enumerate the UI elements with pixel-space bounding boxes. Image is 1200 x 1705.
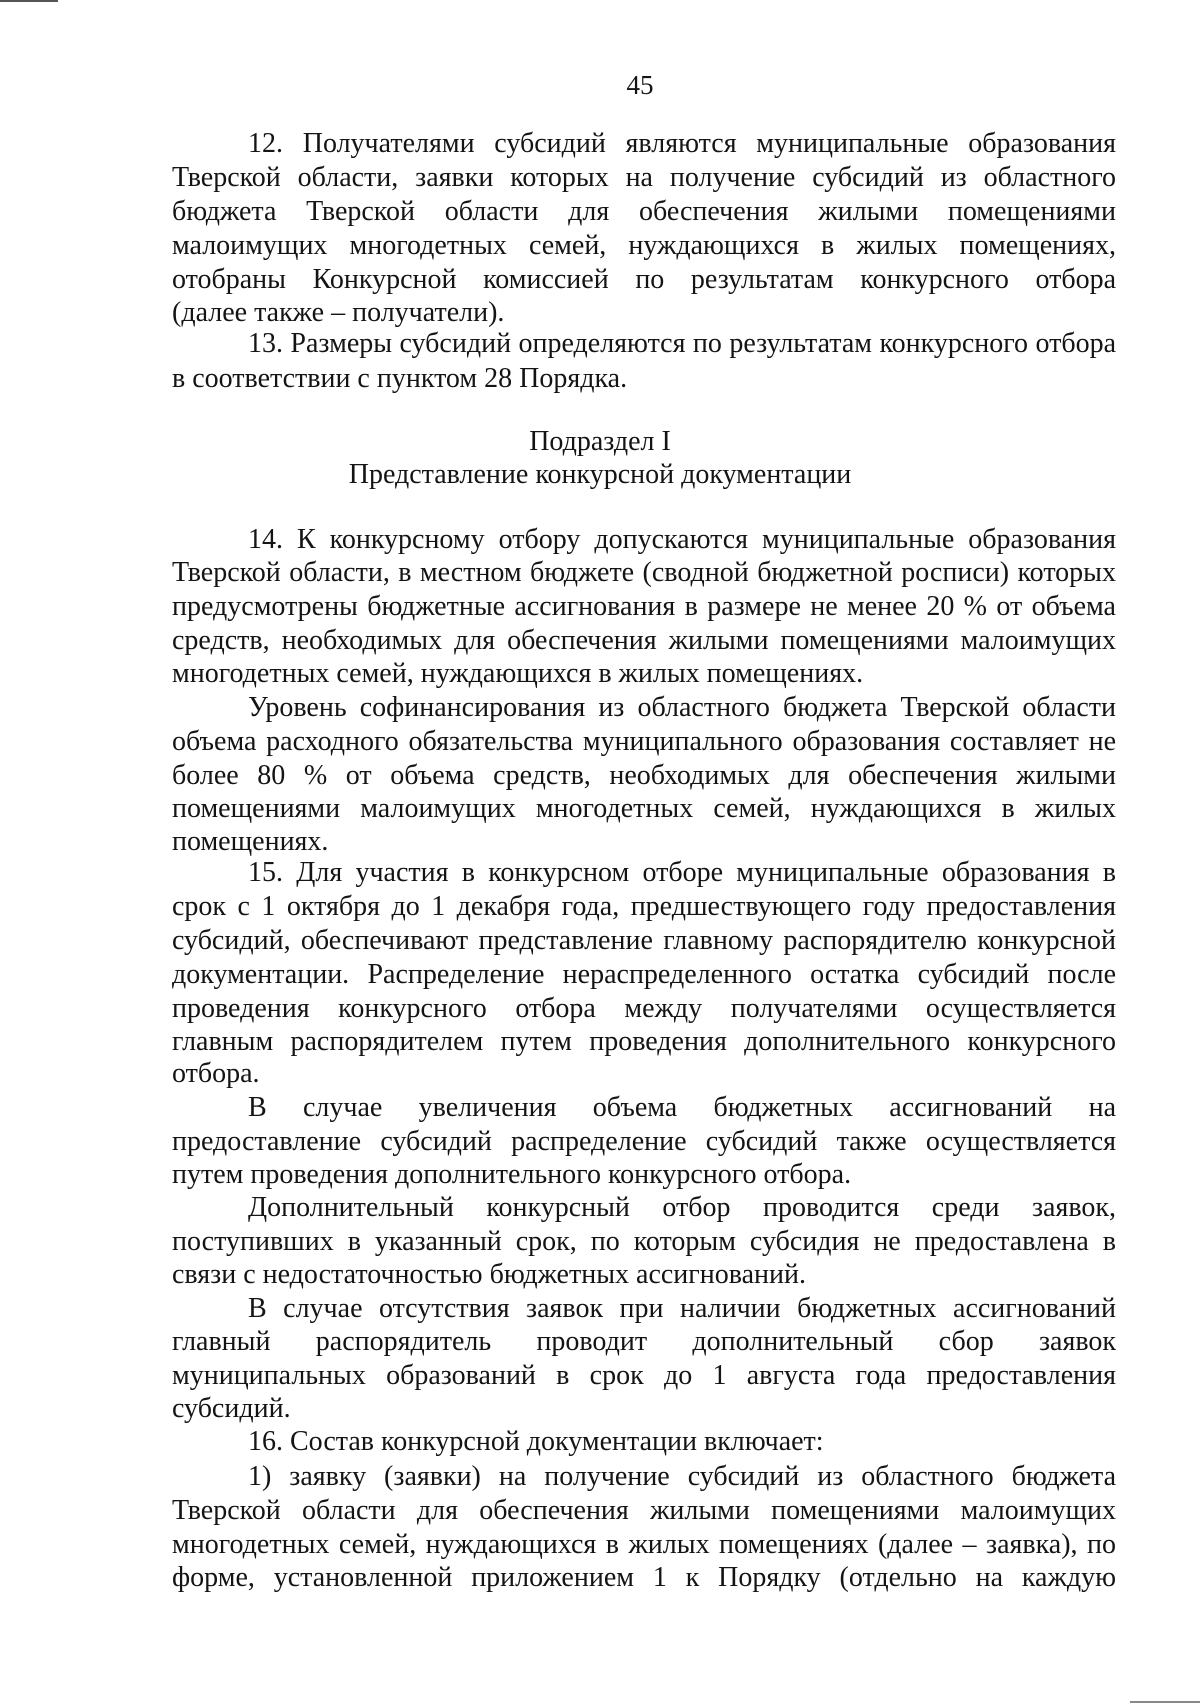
paragraph-12-line-3: бюджета Тверской области для обеспечения жилыми помещениями (172, 196, 1116, 227)
scan-edge-mark (0, 0, 58, 2)
paragraph-14b-line-1: Уровень софинансирования из областного бюджета Тверской области (248, 692, 1116, 723)
paragraph-14b-line-2: объема расходного обязательства муниципального образования составляет не (172, 726, 1116, 757)
item-16-1-line-3: многодетных семей, нуждающихся в жилых помещениях (далее – заявка), по (172, 1529, 1116, 1560)
paragraph-14-line-4: средств, необходимых для обеспечения жилыми помещениями малоимущих (172, 625, 1116, 656)
paragraph-15-line-3: субсидий, обеспечивают представление главному распорядителю конкурсной (172, 925, 1116, 956)
paragraph-15d-line-2: главный распорядитель проводит дополнительный сбор заявок (172, 1326, 1116, 1357)
paragraph-14-line-5: многодетных семей, нуждающихся в жилых помещениях. (172, 658, 864, 689)
paragraph-12-line-5: отобраны Конкурсной комиссией по результатам конкурсного отбора (172, 264, 1116, 295)
subsection-title: Представление конкурсной документации (348, 459, 852, 490)
paragraph-13-line-1: 13. Размеры субсидий определяются по результатам конкурсного отбора (248, 328, 1116, 359)
paragraph-15b-line-2: предоставление субсидий распределение субсидий также осуществляется (172, 1126, 1116, 1157)
paragraph-12-line-1: 12. Получателями субсидий являются муниципальные образования (248, 128, 1116, 159)
paragraph-15c-line-1: Дополнительный конкурсный отбор проводится среди заявок, (248, 1192, 1116, 1223)
paragraph-15-line-6: главным распорядителем путем проведения дополнительного конкурсного (172, 1026, 1116, 1057)
paragraph-14b-line-5: помещениях. (172, 826, 329, 857)
paragraph-15d-line-3: муниципальных образований в срок до 1 августа года предоставления (172, 1360, 1116, 1391)
paragraph-14-line-2: Тверской области, в местном бюджете (сводной бюджетной росписи) которых (172, 557, 1116, 588)
subsection-heading: Подраздел I (529, 426, 671, 457)
page-number: 45 (626, 70, 654, 100)
paragraph-15d-line-4: субсидий. (172, 1393, 291, 1424)
paragraph-12-line-2: Тверской области, заявки которых на получение субсидий из областного (172, 162, 1116, 193)
item-16-1-line-2: Тверской области для обеспечения жилыми помещениями малоимущих (172, 1495, 1116, 1526)
scan-edge-mark-bottom (1130, 1701, 1200, 1703)
paragraph-12-line-6: (далее также – получатели). (172, 297, 505, 328)
paragraph-15-line-7: отбора. (172, 1058, 260, 1089)
paragraph-14-line-1: 14. К конкурсному отбору допускаются муниципальные образования (248, 524, 1116, 555)
paragraph-14b-line-3: более 80 % от объема средств, необходимых для обеспечения жилыми (172, 760, 1116, 791)
paragraph-15b-line-1: В случае увеличения объема бюджетных ассигнований на (248, 1092, 1116, 1123)
paragraph-15-line-4: документации. Распределение нераспределенного остатка субсидий после (172, 959, 1116, 990)
paragraph-14b-line-4: помещениями малоимущих многодетных семей, нуждающихся в жилых (172, 793, 1116, 824)
paragraph-12-line-4: малоимущих многодетных семей, нуждающихся в жилых помещениях, (172, 230, 1116, 261)
paragraph-15d-line-1: В случае отсутствия заявок при наличии бюджетных ассигнований (248, 1293, 1116, 1324)
paragraph-15b-line-3: путем проведения дополнительного конкурсного отбора. (172, 1159, 852, 1190)
paragraph-16-line-1: 16. Состав конкурсной документации включает: (248, 1426, 824, 1457)
paragraph-14-line-3: предусмотрены бюджетные ассигнования в размере не менее 20 % от объема (172, 591, 1116, 622)
paragraph-15-line-5: проведения конкурсного отбора между получателями осуществляется (172, 993, 1116, 1024)
paragraph-15c-line-3: связи с недостаточностью бюджетных ассигнований. (172, 1259, 806, 1290)
paragraph-15c-line-2: поступивших в указанный срок, по которым субсидия не предоставлена в (172, 1226, 1116, 1257)
paragraph-13-line-2: в соответствии с пунктом 28 Порядка. (172, 363, 628, 394)
paragraph-15-line-2: срок с 1 октября до 1 декабря года, предшествующего году предоставления (172, 891, 1116, 922)
paragraph-15-line-1: 15. Для участия в конкурсном отборе муниципальные образования в (248, 857, 1116, 888)
item-16-1-line-1: 1) заявку (заявки) на получение субсидий из областного бюджета (248, 1461, 1116, 1492)
item-16-1-line-4: форме, установленной приложением 1 к Порядку (отдельно на каждую (172, 1562, 1116, 1593)
